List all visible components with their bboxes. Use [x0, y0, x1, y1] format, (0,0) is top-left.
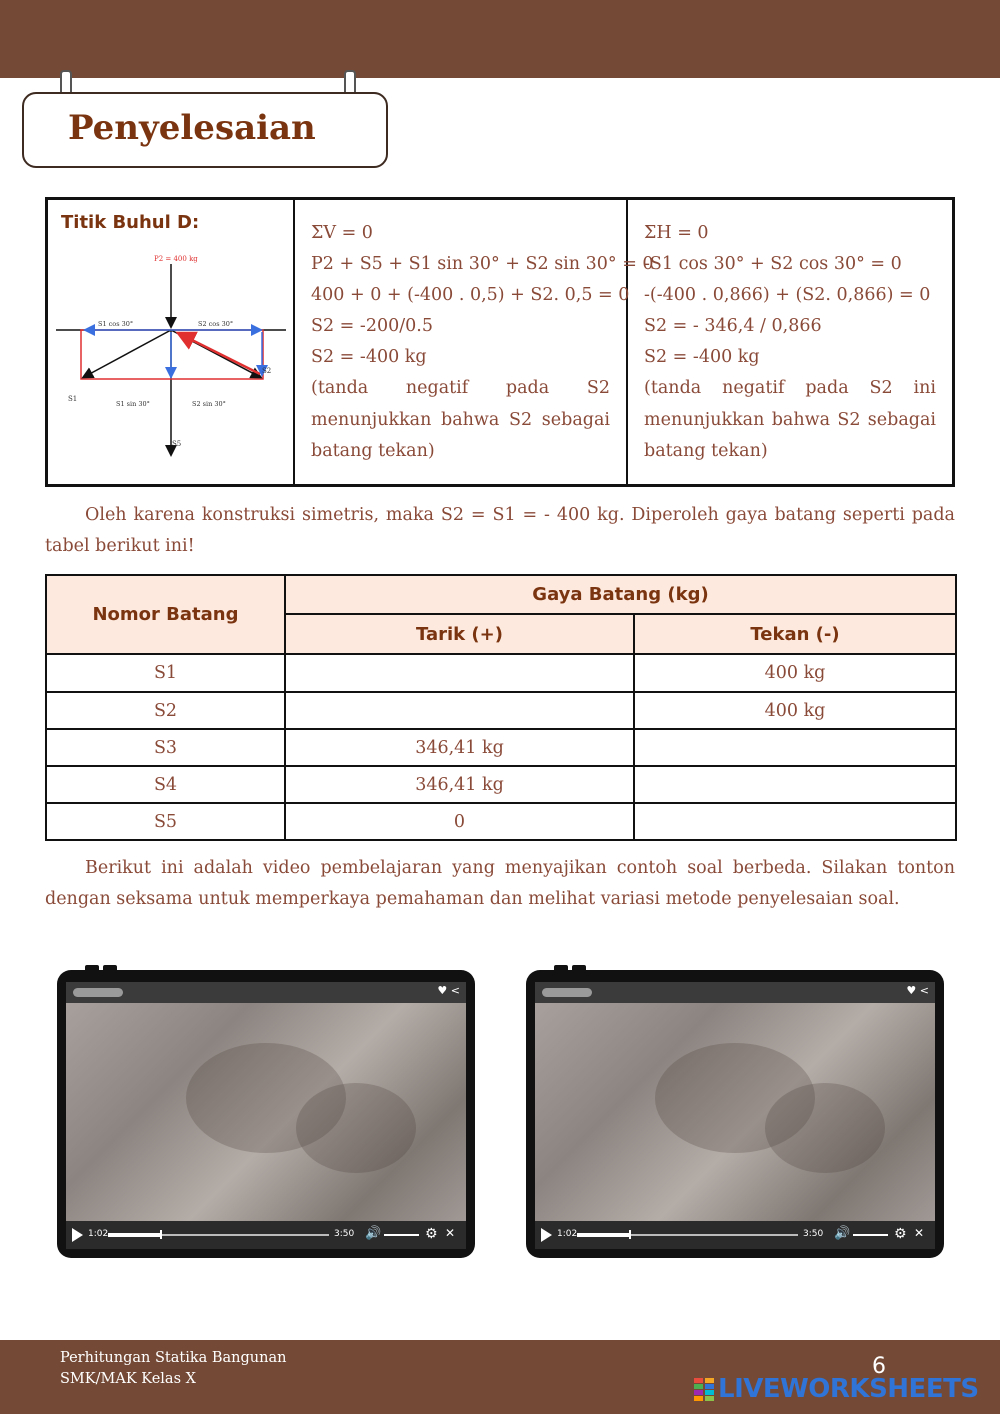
diagram-components — [86, 330, 262, 376]
cell-tarik: 346,41 kg — [285, 729, 634, 766]
video-player-1[interactable] — [57, 970, 475, 1258]
progress-handle[interactable] — [629, 1230, 631, 1239]
eq-line: 400 + 0 + (-400 . 0,5) + S2. 0,5 = 0 — [311, 285, 630, 305]
header-tekan: Tekan (-) — [634, 614, 956, 654]
progress-fill — [577, 1233, 630, 1237]
label-s2: S2 — [262, 367, 272, 375]
eq-line: S2 = - 346,4 / 0,866 — [644, 316, 822, 336]
vertical-equilibrium-cell — [295, 200, 654, 484]
horizontal-equilibrium-cell — [628, 200, 952, 484]
label-load: P2 = 400 kg — [154, 255, 198, 263]
progress-fill — [108, 1233, 161, 1237]
brand-watermark[interactable]: LIVEWORKSHEETS — [718, 1374, 979, 1404]
time-total: 3:50 — [334, 1229, 355, 1239]
video-topbar — [66, 982, 466, 1003]
fullscreen-icon[interactable]: ✕ — [914, 1226, 925, 1240]
share-icon[interactable]: < — [450, 984, 460, 997]
cell-tekan — [634, 766, 956, 803]
progress-handle[interactable] — [160, 1230, 162, 1239]
texture-smudge — [765, 1083, 885, 1173]
cell-batang: S1 — [46, 654, 285, 692]
page-title: Penyelesaian — [68, 108, 316, 148]
cell-batang: S4 — [46, 766, 285, 803]
device-button — [85, 965, 99, 973]
footer-book-title: Perhitungan Statika Bangunan — [60, 1350, 287, 1366]
title-card — [22, 92, 388, 168]
footer-class: SMK/MAK Kelas X — [60, 1371, 196, 1387]
video-title-placeholder — [542, 988, 592, 997]
eq-line: -S1 cos 30° + S2 cos 30° = 0 — [644, 254, 902, 274]
cell-tekan — [634, 803, 956, 840]
cell-tarik — [285, 654, 634, 692]
header-gaya-batang: Gaya Batang (kg) — [285, 575, 956, 614]
cell-batang: S2 — [46, 692, 285, 729]
eq-line: P2 + S5 + S1 sin 30° + S2 sin 30° = 0 — [311, 254, 654, 274]
fullscreen-icon[interactable]: ✕ — [445, 1226, 456, 1240]
table-row — [46, 766, 956, 803]
video-controls — [535, 1221, 935, 1249]
label-s1: S1 — [68, 395, 78, 403]
label-s2sin: S2 sin 30° — [192, 400, 226, 408]
eq-line: -(-400 . 0,866) + (S2. 0,866) = 0 — [644, 285, 931, 305]
cell-batang: S5 — [46, 803, 285, 840]
volume-slider[interactable] — [384, 1234, 419, 1236]
table-row — [46, 803, 956, 840]
device-button — [572, 965, 586, 973]
gear-icon[interactable]: ⚙ — [425, 1226, 438, 1242]
device-button — [554, 965, 568, 973]
liveworksheets-logo-icon — [694, 1378, 714, 1402]
time-total: 3:50 — [803, 1229, 824, 1239]
label-s2cos: S2 cos 30° — [198, 320, 234, 328]
calculation-table — [45, 197, 955, 487]
video-topbar — [535, 982, 935, 1003]
eq-line: ΣV = 0 — [311, 223, 373, 243]
node-diagram-cell — [48, 200, 295, 484]
node-title: Titik Buhul D: — [61, 212, 200, 233]
cell-batang: S3 — [46, 729, 285, 766]
play-icon[interactable] — [72, 1228, 83, 1242]
video-title-placeholder — [73, 988, 123, 997]
time-current: 1:02 — [557, 1229, 578, 1239]
eq-line: S2 = -200/0.5 — [311, 316, 433, 336]
volume-icon[interactable]: 🔊 — [834, 1226, 851, 1241]
eq-line: S2 = -400 kg — [644, 347, 760, 367]
eq-line: ΣH = 0 — [644, 223, 709, 243]
header-tarik: Tarik (+) — [285, 614, 634, 654]
cell-tekan — [634, 729, 956, 766]
cell-tarik — [285, 692, 634, 729]
force-table — [45, 574, 957, 841]
heart-icon[interactable]: ♥ — [906, 984, 917, 997]
label-s5: S5 — [172, 440, 182, 448]
cell-tekan: 400 kg — [634, 654, 956, 692]
label-s1cos: S1 cos 30° — [98, 320, 134, 328]
table-row — [46, 692, 956, 729]
top-banner — [0, 0, 1000, 78]
paragraph-symmetric: Oleh karena konstruksi simetris, maka S2 = S1 = - 400 kg. Diperoleh gaya batang seperti pada tabel berikut ini! — [45, 505, 955, 556]
video-controls — [66, 1221, 466, 1249]
time-current: 1:02 — [88, 1229, 109, 1239]
device-button — [103, 965, 117, 973]
node-force-diagram — [48, 244, 293, 484]
volume-slider[interactable] — [853, 1234, 888, 1236]
cell-tarik: 0 — [285, 803, 634, 840]
share-icon[interactable]: < — [919, 984, 929, 997]
header-nomor-batang: Nomor Batang — [46, 575, 285, 654]
label-s1sin: S1 sin 30° — [116, 400, 150, 408]
table-row — [46, 729, 956, 766]
texture-smudge — [296, 1083, 416, 1173]
cell-tarik: 346,41 kg — [285, 766, 634, 803]
paragraph-video-intro: Berikut ini adalah video pembelajaran yang menyajikan contoh soal berbeda. Silakan tonton dengan seksama untuk memperkaya pemahaman dan melihat variasi metode penyelesaian soal. — [45, 858, 955, 909]
eq-line: S2 = -400 kg — [311, 347, 427, 367]
eq-note: (tanda negatif pada S2 ini menunjukkan bahwa S2 sebagai batang tekan) — [644, 378, 936, 461]
diagram-red-box — [81, 330, 263, 379]
cell-tekan: 400 kg — [634, 692, 956, 729]
gear-icon[interactable]: ⚙ — [894, 1226, 907, 1242]
video-player-2[interactable] — [526, 970, 944, 1258]
diagram-members — [84, 330, 260, 377]
volume-icon[interactable]: 🔊 — [365, 1226, 382, 1241]
table-row — [46, 654, 956, 692]
video-screen[interactable] — [66, 1003, 466, 1221]
play-icon[interactable] — [541, 1228, 552, 1242]
heart-icon[interactable]: ♥ — [437, 984, 448, 997]
page-number: 6 — [872, 1354, 886, 1379]
video-screen[interactable] — [535, 1003, 935, 1221]
eq-note: (tanda negatif pada S2 menunjukkan bahwa S2 sebagai batang tekan) — [311, 378, 610, 461]
